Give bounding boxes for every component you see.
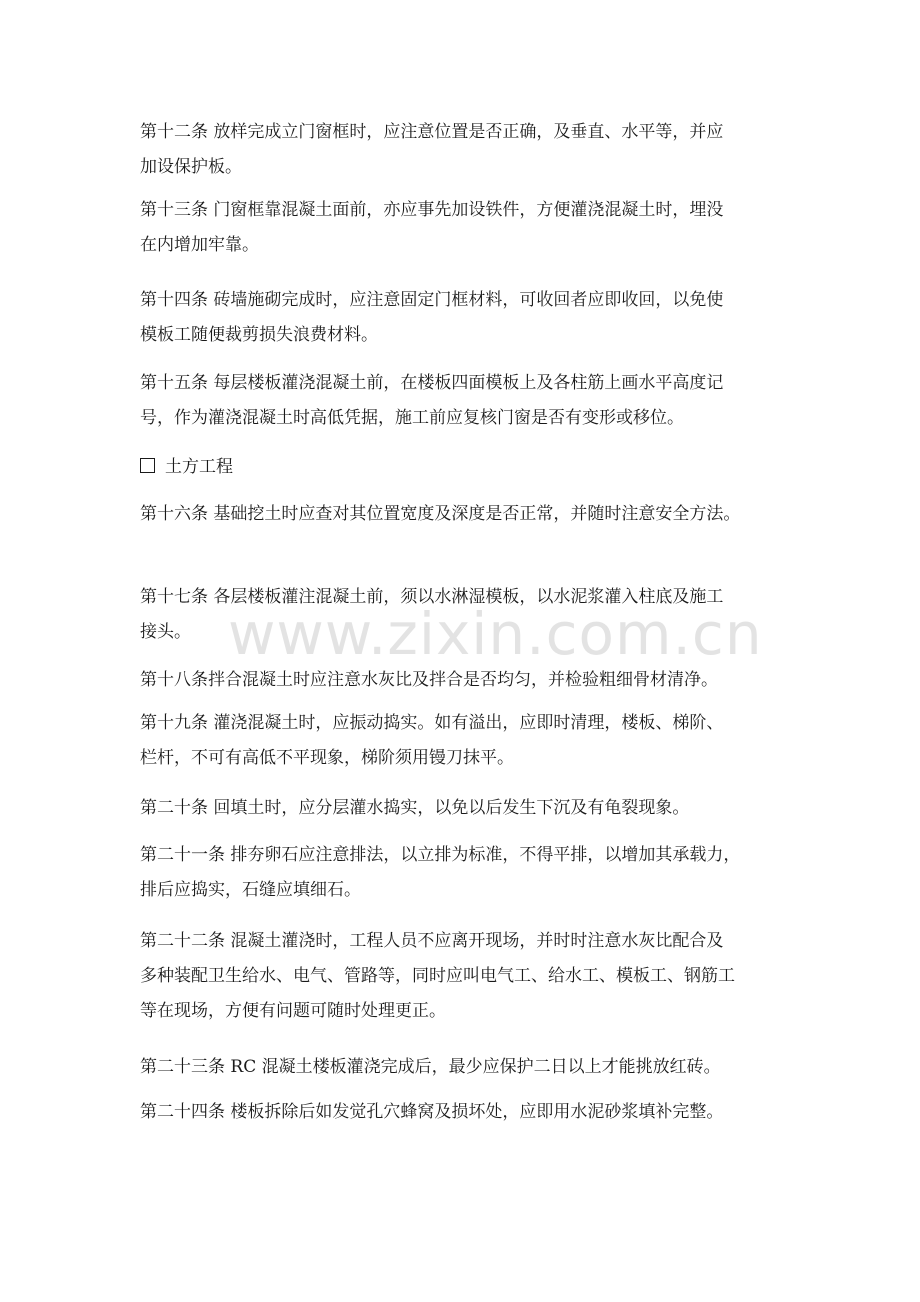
text-line: 模板工随便裁剪损失浪费材料。: [140, 325, 378, 345]
text-line: 第十九条 灌浇混凝土时，应振动捣实。如有溢出，应即时清理，楼板、梯阶、: [140, 713, 724, 733]
text-line: 第十六条 基础挖土时应查对其位置宽度及深度是否正常，并随时注意安全方法。: [140, 504, 741, 524]
article-18: [140, 663, 790, 698]
text-line: 第二十三条 RC 混凝土楼板灌浇完成后，最少应保护二日以上才能挑放红砖。: [140, 1057, 721, 1077]
text-line: 接头。: [140, 622, 191, 642]
article-15: [140, 366, 790, 436]
article-12: [140, 115, 790, 185]
watermark: www.zixin.com.cn: [228, 600, 763, 668]
text-line: 加设保护板。: [140, 157, 242, 177]
article-23: [140, 1050, 790, 1085]
text-line: 等在现场，方便有问题可随时处理更正。: [140, 1001, 446, 1021]
text-line: 栏杆，不可有高低不平现象，梯阶须用镘刀抹平。: [140, 748, 514, 768]
article-16: [140, 497, 790, 532]
article-19: [140, 706, 790, 776]
checkbox-square-icon: [140, 458, 155, 473]
article-17: [140, 580, 790, 650]
article-13: [140, 193, 790, 263]
text-line: 第十八条拌合混凝土时应注意水灰比及拌合是否均匀，并检验粗细骨材清净。: [140, 670, 718, 690]
text-line: 第十三条 门窗框靠混凝土面前，亦应事先加设铁件，方便灌浇混凝土时，埋没: [140, 200, 724, 220]
text-line: 第十四条 砖墙施砌完成时，应注意固定门框材料，可收回者应即收回，以免使: [140, 290, 724, 310]
section-heading-earthwork: [140, 450, 790, 485]
text-line: 第二十一条 排夯卵石应注意排法，以立排为标准，不得平排，以增加其承载力，: [140, 845, 741, 865]
section-title: 土方工程: [165, 457, 233, 477]
text-line: 第二十条 回填土时，应分层灌水捣实，以免以后发生下沉及有龟裂现象。: [140, 798, 690, 818]
text-line: 排后应捣实，石缝应填细石。: [140, 880, 361, 900]
text-line: 在内增加牢靠。: [140, 235, 259, 255]
article-14: [140, 283, 790, 353]
article-21: [140, 838, 790, 908]
text-line: 第十二条 放样完成立门窗框时，应注意位置是否正确，及垂直、水平等，并应: [140, 122, 724, 142]
text-line: 多种装配卫生给水、电气、管路等，同时应叫电气工、给水工、模板工、钢筋工: [140, 966, 735, 986]
text-line: 第二十四条 楼板拆除后如发觉孔穴蜂窝及损坏处，应即用水泥砂浆填补完整。: [140, 1102, 724, 1122]
article-20: [140, 791, 790, 826]
text-line: 第十七条 各层楼板灌注混凝土前，须以水淋湿模板，以水泥浆灌入柱底及施工: [140, 587, 724, 607]
text-line: 第二十二条 混凝土灌浇时，工程人员不应离开现场，并时时注意水灰比配合及: [140, 931, 724, 951]
article-22: [140, 924, 790, 1029]
text-line: 号，作为灌浇混凝土时高低凭据，施工前应复核门窗是否有变形或移位。: [140, 408, 684, 428]
text-line: 第十五条 每层楼板灌浇混凝土前，在楼板四面模板上及各柱筋上画水平高度记: [140, 373, 724, 393]
article-24: [140, 1095, 790, 1130]
